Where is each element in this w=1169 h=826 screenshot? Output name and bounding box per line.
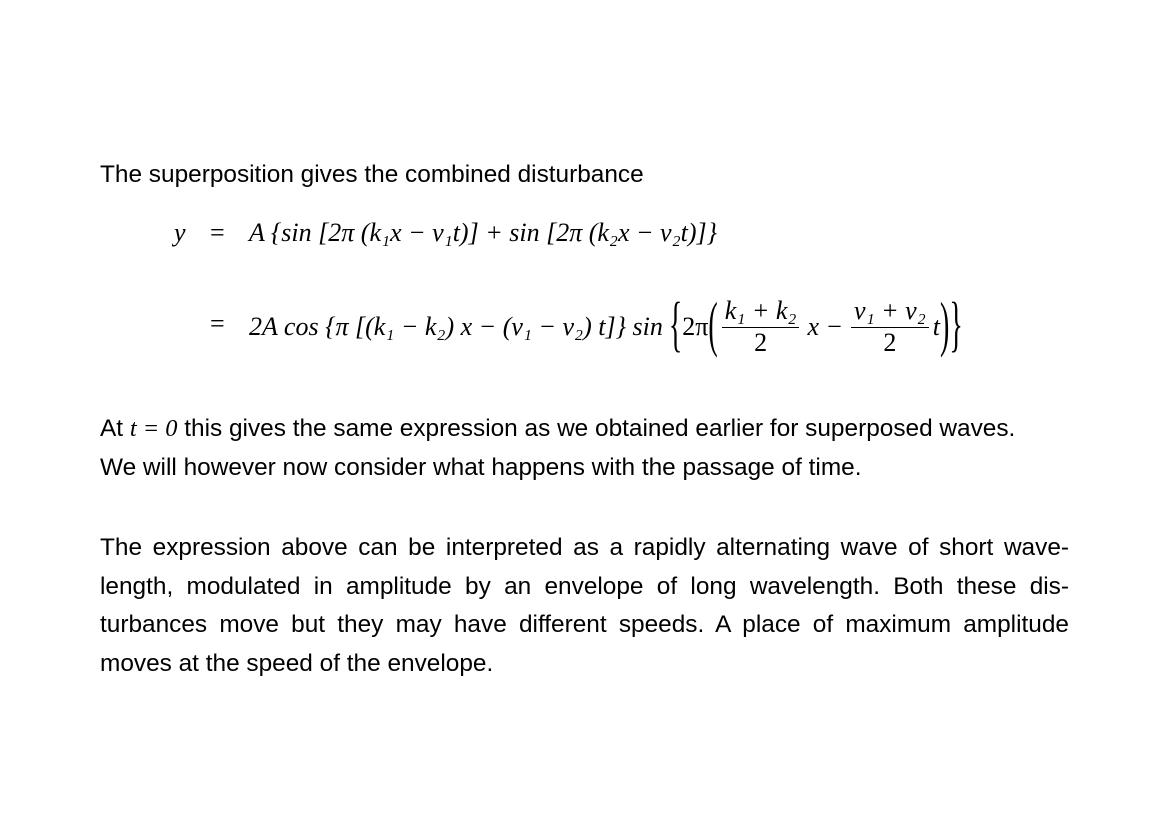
equation-rhs-1: A {sin [2π (k₁x − ν₁t)] + sin [2π (k₂x − ν₂t)]} [249,218,718,247]
paragraph-time-zero-line-2: We will however now consider what happens with the passage of time. [100,453,862,481]
equation-t: t [932,312,940,341]
equation-fraction-k-numerator: k₁ + k₂ [722,296,800,328]
equation-line-1 [0,218,1169,258]
paragraph-envelope [100,529,1069,683]
equation-big-open-paren: ( [708,291,718,360]
equation-x-minus: x − [807,312,844,341]
paragraph-envelope-line-3: turbances move but they may have different speeds. A place of maximum amplitude [100,611,1069,638]
equation-two-pi: 2π [682,312,709,341]
paragraph-envelope-line-2: length, modulated in amplitude by an envelope of long wavelength. Both these dis- [100,572,1069,600]
equation-equals-2: = [210,309,225,338]
paragraph-time-zero-line-1 [100,410,1069,449]
paragraph-time-zero-prefix: At [100,415,124,442]
equation-rhs-2 [249,287,963,367]
equation-rhs-2-prefix: 2A cos {π [(k₁ − k₂) x − (ν₁ − ν₂) t]} sin [249,312,663,341]
paragraph-envelope-line-4: moves at the speed of the envelope. [100,649,494,677]
equation-fraction-k-denominator: 2 [754,328,768,357]
equation-equals-1: = [210,218,225,247]
equation-big-close-paren: ) [939,291,950,360]
equation-lhs: y [174,218,186,247]
intro-text: The superposition gives the combined disturbance [100,161,644,188]
equation-fraction-nu-numerator: ν₁ + ν₂ [851,296,929,328]
equation-fraction-nu [851,296,929,358]
paragraph-time-zero-suffix: this gives the same expression as we obtained earlier for superposed waves. [184,415,1016,442]
equation-fraction-nu-denominator: 2 [883,328,897,357]
equation-big-open-brace: { [668,291,683,360]
equation-fraction-k [722,296,800,358]
paragraph-envelope-line-1: The expression above can be interpreted as a rapidly alternating wave of short wave- [100,534,1069,561]
equation-big-close-brace: } [949,291,963,360]
paragraph-time-zero [100,410,1069,487]
math-t-equals-zero: t = 0 [129,415,178,442]
equation-line-2 [0,287,1169,367]
